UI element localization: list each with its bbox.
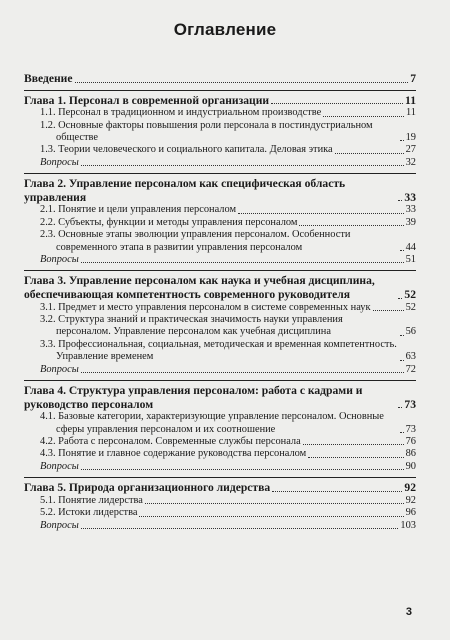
toc-section-entry[interactable] [24,120,416,145]
toc-entry-page: 63 [405,351,416,363]
toc-section-entry[interactable] [24,204,416,216]
dot-leader [400,335,404,336]
toc-entry-page: 92 [405,494,416,506]
toc-entry-label: 4.3. Понятие и главное содержание руководства персоналом [40,448,307,460]
toc-chapter-heading[interactable] [24,274,416,301]
toc-entry-label: Вопросы [40,460,79,472]
toc-entry-label: Глава 1. Персонал в современной организации [24,93,270,107]
page-number: 3 [405,606,412,618]
dot-leader [81,372,404,373]
toc-entry-page: 76 [405,436,416,448]
dot-leader [400,140,404,141]
dot-leader [81,165,404,166]
chapter-block [24,90,416,170]
toc-entry-label: 2.1. Понятие и цели управления персоналом [40,204,237,216]
dot-leader [75,82,409,83]
toc-entry-page: 73 [405,423,416,435]
dot-leader [145,503,404,504]
toc-chapter-heading[interactable] [24,94,416,108]
toc-entry-page: 96 [405,507,416,519]
toc-entry-page: 33 [405,204,416,216]
toc-entry-page: 51 [405,254,416,266]
toc-chapter-heading[interactable] [24,177,416,204]
dot-leader [303,444,404,445]
toc-questions-entry[interactable] [24,461,416,473]
dot-leader [335,153,404,154]
toc-entry-label: Вопросы [40,519,79,531]
toc-entry-page: 52 [404,288,416,302]
dot-leader [400,360,404,361]
dot-leader [238,213,404,214]
dot-leader [308,457,403,458]
dot-leader [81,262,404,263]
dot-leader [299,225,403,226]
toc-section-entry[interactable] [24,411,416,436]
toc-questions-entry[interactable] [24,157,416,169]
toc-entry-label: 3.3. Профессиональная, социальная, методическая и временная компетентность. Управление временем [40,338,397,363]
dot-leader [398,407,402,408]
toc-entry-page: 39 [405,216,416,228]
chapter-block [24,270,416,376]
toc-entry-page: 56 [405,326,416,338]
toc-entry-label: 3.2. Структура знаний и практическая значимость науки управления персоналом. Управление персоналом как учебная дисциплина [40,314,343,338]
toc-entry-label: 4.2. Работа с персоналом. Современные службы персонала [40,436,301,448]
dot-leader [400,250,404,251]
dot-leader [272,491,402,492]
toc-entry-label: Вопросы [40,156,79,168]
table-of-contents [24,68,416,532]
toc-entry-page: 7 [410,72,416,85]
chapter-block [24,380,416,473]
toc-entry-label: 5.2. Истоки лидерства [40,507,138,519]
toc-section-entry[interactable] [24,217,416,229]
toc-entry-page: 27 [405,144,416,156]
dot-leader [271,103,403,104]
toc-section-entry[interactable] [24,302,416,314]
toc-section-entry[interactable] [24,339,416,364]
toc-entry-intro[interactable] [24,68,416,86]
toc-section-entry[interactable] [24,495,416,507]
toc-section-entry[interactable] [24,229,416,254]
toc-section-entry[interactable] [24,436,416,448]
toc-section-entry[interactable] [24,507,416,519]
toc-entry-page: 92 [404,481,416,495]
dot-leader [400,432,404,433]
dot-leader [139,516,403,517]
toc-entry-label: 2.3. Основные этапы эволюции управления персоналом. Особенности современного этапа в развитии управления персоналом [40,229,351,253]
toc-questions-entry[interactable] [24,520,416,532]
toc-chapter-heading[interactable] [24,384,416,411]
toc-chapter-heading[interactable] [24,481,416,495]
toc-entry-label: Глава 5. Природа организационного лидерства [24,481,271,495]
chapter-block [24,477,416,532]
toc-entry-label: Введение [24,72,73,85]
chapter-list [24,90,416,533]
toc-entry-page: 73 [404,397,416,411]
dot-leader [398,298,402,299]
toc-entry-page: 19 [405,132,416,143]
toc-entry-page: 86 [405,448,416,460]
page-title: Оглавление [173,20,277,39]
toc-entry-label: 5.1. Понятие лидерства [40,494,143,506]
toc-entry-page: 11 [405,107,416,119]
toc-entry-page: 103 [400,519,416,531]
toc-entry-page: 90 [405,460,416,472]
toc-section-entry[interactable] [24,144,416,156]
toc-entry-page: 44 [405,241,416,253]
toc-entry-label: Глава 3. Управление персоналом как наука и учебная дисциплина, обеспечивающая компетентность современного руководителя [24,274,375,302]
toc-entry-label: 4.1. Базовые категории, характеризующие управление персоналом. Основные сферы управления персоналом и их соотношение [40,411,384,435]
dot-leader [323,116,404,117]
toc-entry-label: 2.2. Субъекты, функции и методы управления персоналом [40,216,298,228]
toc-questions-entry[interactable] [24,254,416,266]
toc-entry-label: Глава 4. Структура управления персоналом: работа с кадрами и руководство персоналом [24,384,363,411]
toc-entry-page: 32 [405,156,416,168]
toc-entry-page: 33 [404,190,416,204]
toc-entry-label: 1.3. Теории человеческого и социального капитала. Деловая этика [40,144,333,156]
toc-entry-label: 1.1. Персонал в традиционном и индустриальном производстве [40,107,322,119]
toc-section-entry[interactable] [24,314,416,339]
toc-entry-page: 72 [405,363,416,375]
toc-entry-label: 3.1. Предмет и место управления персоналом в системе современных наук [40,301,371,313]
toc-entry-label: Вопросы [40,363,79,375]
toc-entry-label: Глава 2. Управление персоналом как специфическая область управления [24,177,346,204]
dot-leader [398,200,402,201]
toc-entry-page: 52 [405,301,416,313]
dot-leader [81,469,404,470]
dot-leader [81,528,399,529]
toc-entry-page: 11 [405,93,416,107]
toc-questions-entry[interactable] [24,364,416,376]
chapter-block [24,173,416,266]
toc-entry-label: 1.2. Основные факторы повышения роли персонала в постиндустриальном обществе [40,119,373,143]
toc-section-entry[interactable] [24,448,416,460]
toc-entry-label: Вопросы [40,254,79,266]
toc-section-entry[interactable] [24,107,416,119]
dot-leader [373,310,404,311]
